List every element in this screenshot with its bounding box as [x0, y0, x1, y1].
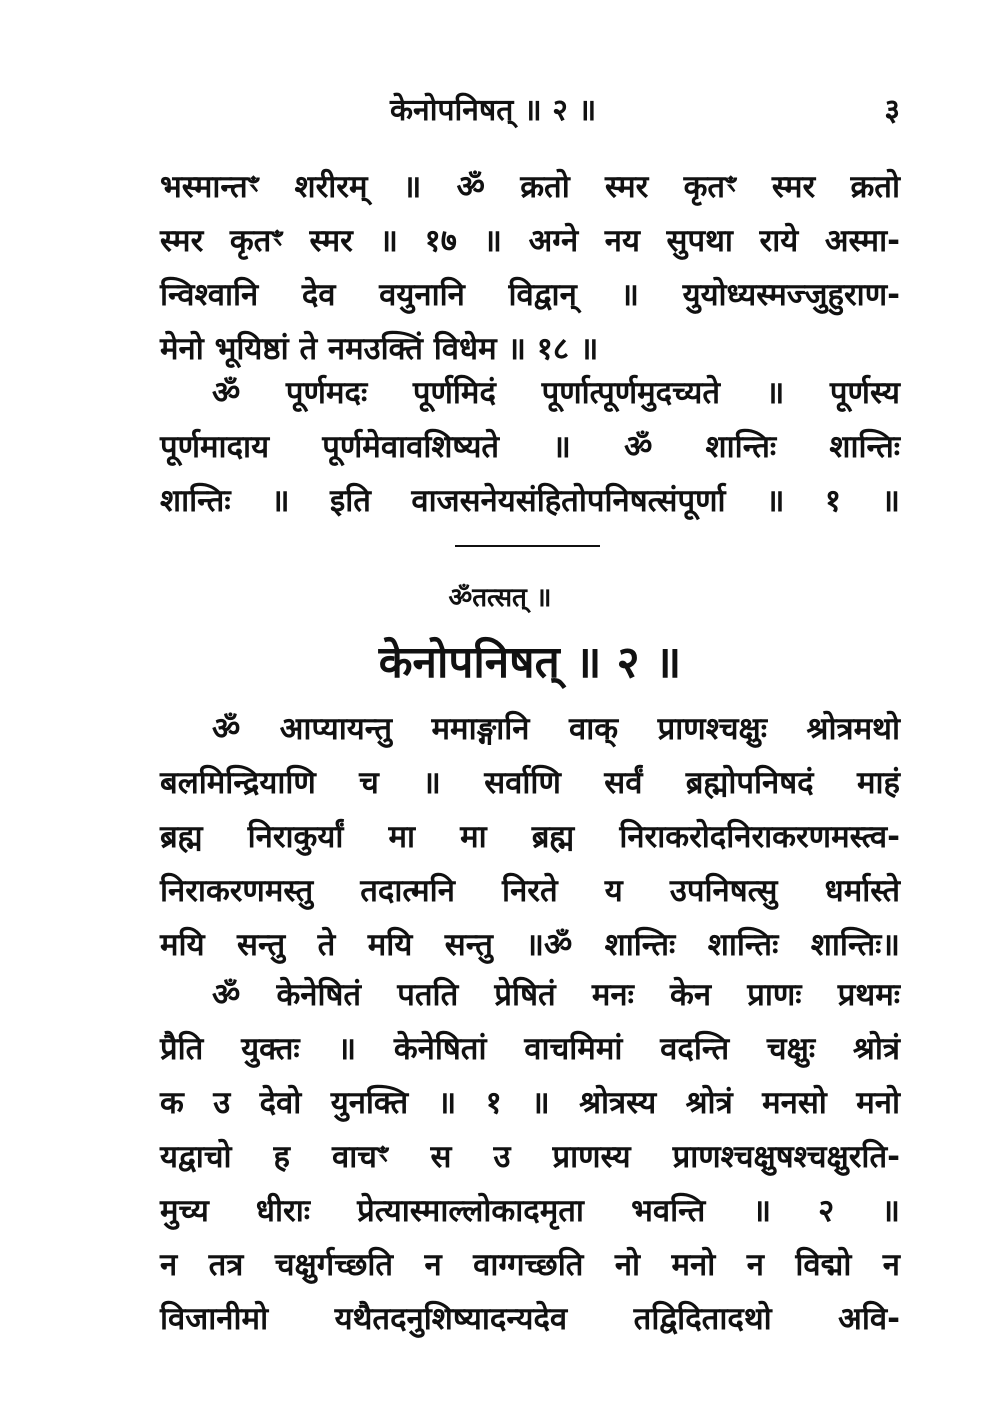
text-line: न्विश्वानि देव वयुनानि विद्वान् ॥ युयोध्यस्मज्जुहुराण-: [160, 277, 900, 313]
text-line: मेनो भूयिष्ठां ते नमउक्तिं विधेम ॥ १८ ॥: [160, 331, 599, 367]
text-line: मयि सन्तु ते मयि सन्तु ॥ॐ शान्तिः शान्तिः शान्तिः॥: [160, 927, 900, 963]
previous-section-verses: [160, 160, 900, 376]
purnamadah-shanti: [160, 366, 900, 528]
text-line: ॐ आप्यायन्तु ममाङ्गानि वाक् प्राणश्चक्षुः श्रोत्रमथो: [212, 711, 900, 747]
page-number: ३: [884, 93, 900, 128]
running-header: [160, 88, 900, 138]
shanti-patha: [160, 702, 900, 972]
text-line: क उ देवो युनक्ति ॥ १ ॥ श्रोत्रस्य श्रोत्रं मनसो मनो: [160, 1085, 900, 1121]
text-line: स्मर कृतꣳ स्मर ॥ १७ ॥ अग्ने नय सुपथा राये अस्मा-: [160, 223, 900, 259]
text-line: ब्रह्म निराकुर्यां मा मा ब्रह्म निराकरोदनिराकरणमस्त्व-: [160, 819, 900, 855]
text-line: बलमिन्द्रियाणि च ॥ सर्वाणि सर्वं ब्रह्मोपनिषदं माहं: [160, 765, 900, 801]
section-divider: [455, 545, 600, 547]
kena-verses: [160, 968, 900, 1346]
text-line: न तत्र चक्षुर्गच्छति न वाग्गच्छति नो मनो न विद्मो न: [160, 1247, 900, 1283]
text-line: भस्मान्तꣳ शरीरम् ॥ ॐ क्रतो स्मर कृतꣳ स्मर क्रतो: [160, 169, 900, 205]
text-line: प्रैति युक्तः ॥ केनेषितां वाचमिमां वदन्ति चक्षुः श्रोत्रं: [160, 1031, 900, 1067]
section-title: केनोपनिषत् ॥ २ ॥: [378, 637, 682, 688]
text-line: विजानीमो यथैतदनुशिष्यादन्यदेव तद्विदितादथो अवि-: [160, 1301, 900, 1337]
text-line: शान्तिः ॥ इति वाजसनेयसंहितोपनिषत्संपूर्णा ॥ १ ॥: [160, 483, 900, 519]
text-line: निराकरणमस्तु तदात्मनि निरते य उपनिषत्सु धर्मास्ते: [160, 873, 900, 909]
running-title: केनोपनिषत् ॥ २ ॥: [390, 93, 597, 128]
text-line: ॐ केनेषितं पतति प्रेषितं मनः केन प्राणः प्रथमः: [212, 977, 900, 1013]
invocation: ॐतत्सत् ॥: [448, 583, 552, 613]
text-line: यद्वाचो ह वाचꣳ स उ प्राणस्य प्राणश्चक्षुषश्चक्षुरति-: [160, 1139, 900, 1175]
text-line: मुच्य धीराः प्रेत्यास्माल्लोकादमृता भवन्ति ॥ २ ॥: [160, 1193, 900, 1229]
text-line: ॐ पूर्णमदः पूर्णमिदं पूर्णात्पूर्णमुदच्यते ॥ पूर्णस्य: [212, 375, 900, 411]
text-line: पूर्णमादाय पूर्णमेवावशिष्यते ॥ ॐ शान्तिः शान्तिः: [160, 429, 900, 465]
